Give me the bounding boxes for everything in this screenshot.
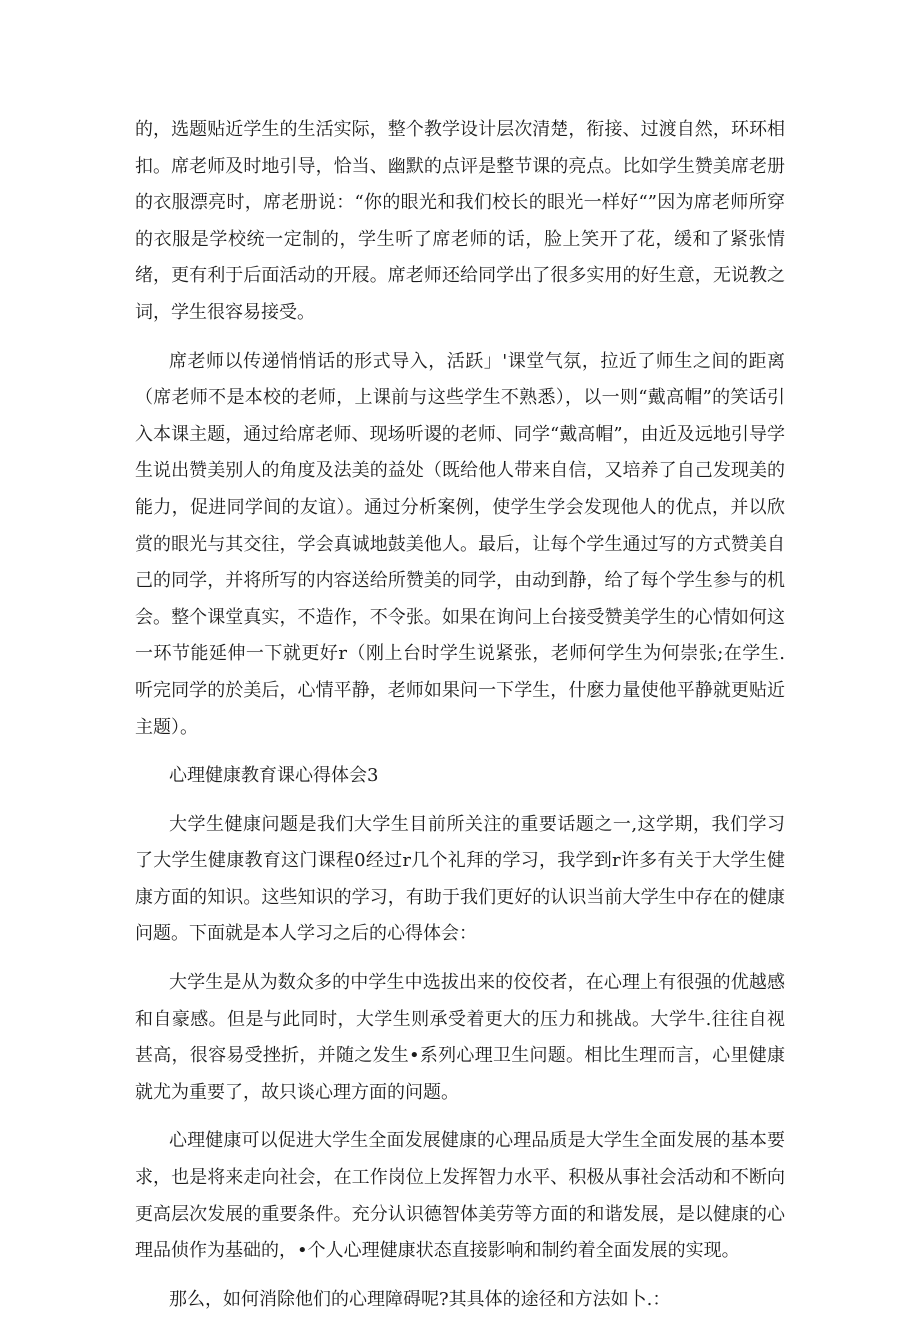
section-heading: 心理健康教育课心得体会3 — [169, 765, 379, 787]
paragraph-3: 大学生健康问题是我们大学生目前所关注的重要话题之一,这学期，我们学习了大学生健康教育这门课程0经过r几个礼拜的学习，我学到r许多有关于大学生健康方面的知识。这些知识的学习，有助于我们更好的认识当前大学生中存在的健康问题。下面就是本人学习之后的心得体会： — [135, 813, 785, 945]
paragraph-4: 大学生是从为数众多的中学生中选拔出来的佼佼者，在心理上有很强的优越感和自豪感。但是与此同时，大学生则承受着更大的压力和挑战。大学牛.往往自视甚高，很容易受挫折，并随之发生•系列心理卫生问题。相比生理而言，心里健康就尤为重要了，故只谈心理方面的问题。 — [135, 972, 785, 1103]
paragraph-1: 的，选题贴近学生的生活实际，整个教学设计层次清楚，衔接、过渡自然，环环相扣。席老师及时地引导，恰当、幽默的点评是整节课的亮点。比如学生赞美席老册的衣服漂亮时，席老册说：“你的眼光和我们校长的眼光一样好“”因为席老师所穿的衣服是学校统一定制的，学生听了席老师的话，脸上笑开了花，缓和了紧张情绪，更有利于后面活动的开屐。席老师还给同学出了很多实用的好生意，无说教之词，学生很容易接受。 — [135, 119, 785, 323]
paragraph-6: 那么，如何消除他们的心理障碍呢?其具体的途径和方法如卜.： — [169, 1288, 671, 1310]
document-body — [135, 112, 785, 1330]
paragraph-2: 席老师以传递悄悄话的形式导入，活跃」'课堂气氛，拉近了师生之间的距离（席老师不是本校的老师，上课前与这些学生不熟悉），以一则“戴高帽”的笑话引入本课主题，通过给席老师、现场听谡的老师、同学“戴高帽”，由近及远地引导学生说出赞美别人的角度及法美的益处（既给他人带来自信，又培养了自己发现美的能力，促进同学间的友谊）。通过分析案例，使学生学会发现他人的优点，并以欣赏的眼光与其交往，学会真诚地鼓美他人。最后，让每个学生通过写的方式赞美自己的同学，并将所写的内容送给所赞美的同学，由动到静，给了每个学生参与的机会。整个课堂真实，不造作，不令张。如果在询问上台接受赞美学生的心情如何这一环节能延伸一下就更好r（刚上台时学生说紧张，老师何学生为何崇张;在学生.听完同学的於美后，心情平静，老师如果问一下学生，什麽力量使他平静就更贴近主题）。 — [135, 350, 785, 738]
paragraph-5: 心理健康可以促进大学生全面发展健康的心理品质是大学生全面发展的基本要求，也是将来走向社会，在工作岗位上发挥智力水平、积极从事社会活动和不断向更高层次发展的重要条件。充分认识德智体美劳等方面的和谐发展，是以健康的心理品侦作为基础的，•个人心理健康状态直接影响和制约着全面发展的实现。 — [135, 1130, 785, 1262]
